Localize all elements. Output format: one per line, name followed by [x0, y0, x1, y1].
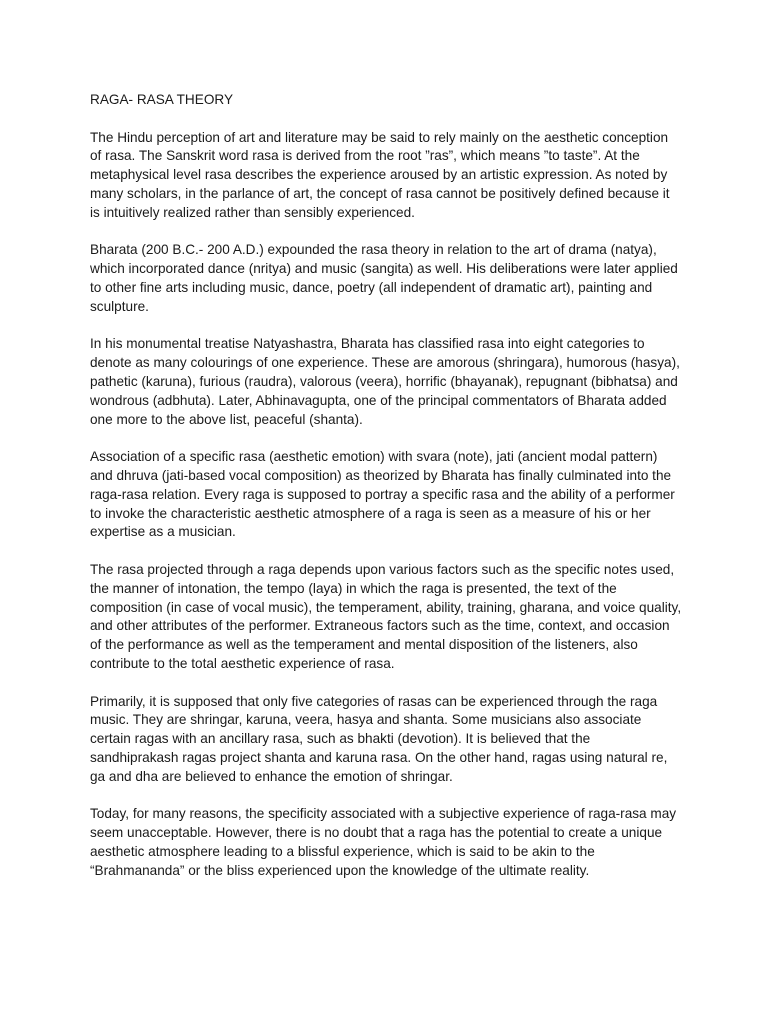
- paragraph-raga-rasa-relation: Association of a specific rasa (aesthetic emotion) with svara (note), jati (ancient modal pattern) and dhruva (jati-based vocal composition) as theorized by Bharata has finally culminated into the raga-rasa relation. Every raga is supposed to portray a specific rasa and the ability of a performer to invoke the characteristic aesthetic atmosphere of a raga is seen as a measure of his or her expertise as a musician.: [90, 449, 675, 540]
- document-title: RAGA- RASA THEORY: [90, 92, 234, 107]
- paragraph-factors: The rasa projected through a raga depends upon various factors such as the specific notes used, the manner of intonation, the tempo (laya) in which the raga is presented, the text of the composition (in case of vocal music), the temperament, ability, training, gharana, and voice quality, and other attributes of the performer. Extraneous factors such as the time, context, and occasion of the performance as well as the temperament and mental disposition of the listeners, also contribute to the total aesthetic experience of rasa.: [90, 561, 682, 671]
- document-body: [90, 91, 682, 880]
- paragraph-five-rasas: Primarily, it is supposed that only five categories of rasas can be experienced through the raga music. They are shringar, karuna, veera, hasya and shanta. Some musicians also associate certain ragas with an ancillary rasa, such as bhakti (devotion). It is believed that the sandhiprakash ragas project shanta and karuna rasa. On the other hand, ragas using natural re, ga and dha are believed to enhance the emotion of shringar.: [90, 693, 668, 784]
- paragraph-definition: The Hindu perception of art and literature may be said to rely mainly on the aesthetic conception of rasa. The Sanskrit word rasa is derived from the root ”ras”, which means ”to taste”. At the metaphysical level rasa describes the experience aroused by an artistic expression. As noted by many scholars, in the parlance of art, the concept of rasa cannot be positively defined because it is intuitively realized rather than sensibly experienced.: [90, 129, 670, 220]
- paragraph-conclusion: Today, for many reasons, the specificity associated with a subjective experience of raga-rasa may seem unacceptable. However, there is no doubt that a raga has the potential to create a unique aesthetic atmosphere leading to a blissful experience, which is said to be akin to the “Brahmananda” or the bliss experienced upon the knowledge of the ultimate reality.: [90, 806, 677, 878]
- paragraph-bharata: Bharata (200 B.C.- 200 A.D.) expounded the rasa theory in relation to the art of drama (natya), which incorporated dance (nritya) and music (sangita) as well. His deliberations were later applied to other fine arts including music, dance, poetry (all independent of dramatic art), painting and sculpture.: [90, 242, 678, 314]
- paragraph-natyashastra: In his monumental treatise Natyashastra, Bharata has classified rasa into eight categories to denote as many colourings of one experience. These are amorous (shringara), humorous (hasya), pathetic (karuna), furious (raudra), valorous (veera), horrific (bhayanak), repugnant (bibhatsa) and wondrous (adbhuta). Later, Abhinavagupta, one of the principal commentators of Bharata added one more to the above list, peaceful (shanta).: [90, 336, 680, 427]
